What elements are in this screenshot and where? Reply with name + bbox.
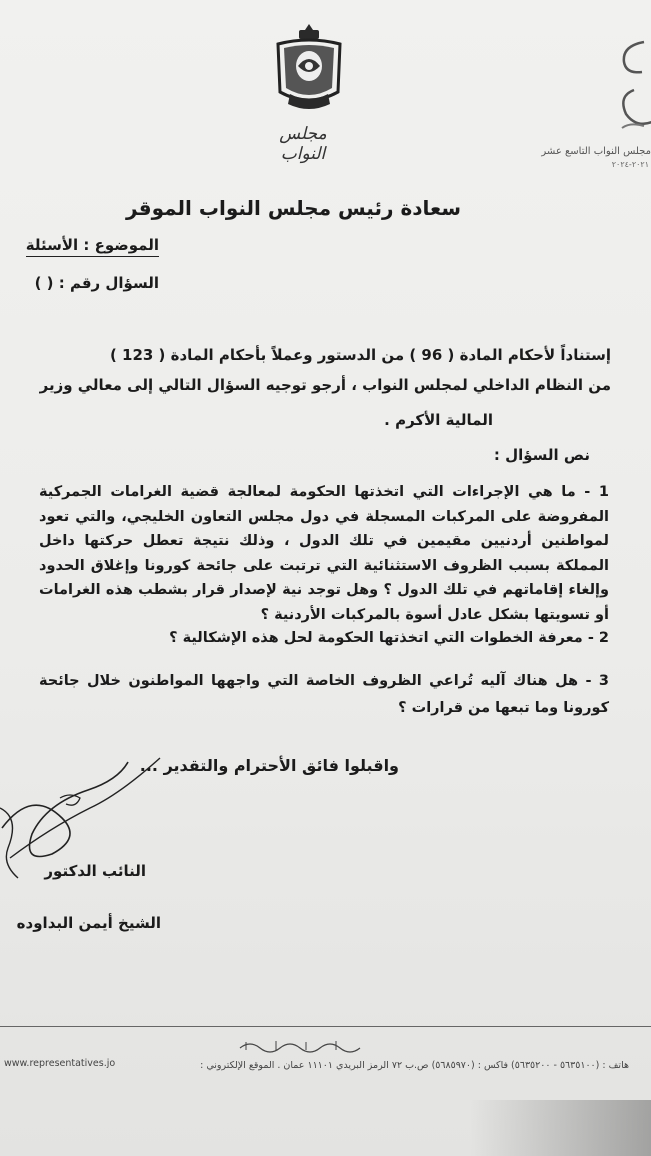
signatory-title: النائب الدكتور xyxy=(44,862,146,880)
footer-motto-calligraphy xyxy=(236,1038,368,1054)
body-line: من النظام الداخلي لمجلس النواب ، أرجو توجيه السؤال التالي إلى معالي وزير xyxy=(39,376,611,394)
footer-contact: هاتف : (٥٦٣٥١٠٠ - ٥٦٣٥٢٠٠) فاكس : (٥٦٨٥٩٧٠) ص.ب ٧٢ الرمز البريدي ١١١٠١ عمان . الموقع الإلكتروني : xyxy=(200,1060,629,1071)
jordan-coat-of-arms-icon xyxy=(270,22,348,114)
question-item-3: 3 - هل هناك آليه تُراعي الظروف الخاصة التي واجهها المواطنون خلال جائحة كورونا وما تبعها من قرارات ؟ xyxy=(39,673,609,716)
letter-title: سعادة رئيس مجلس النواب الموقر xyxy=(126,196,461,220)
side-mark-text: مجلس النواب التاسع عشر xyxy=(541,146,651,157)
footer-website-link[interactable]: www.representatives.jo xyxy=(4,1058,116,1069)
question-item-2: 2 - معرفة الخطوات التي اتخذتها الحكومة لحل هذه الإشكالية ؟ xyxy=(169,630,609,646)
body-line: إستناداً لأحكام المادة ( 96 ) من الدستور وعملاً بأحكام المادة ( 123 ) xyxy=(109,346,611,364)
footer-divider xyxy=(0,1026,651,1027)
council-signature-logo: مجلس النواب xyxy=(279,124,327,164)
body-line: المالية الأكرم . xyxy=(384,411,493,429)
question-heading: نص السؤال : xyxy=(493,446,590,464)
closing-line: واقبلوا فائق الأحترام والتقدير ... xyxy=(139,756,399,775)
question-number: السؤال رقم : ( ) xyxy=(34,274,159,292)
subject-line: الموضوع : الأسئلة xyxy=(26,236,159,257)
page-shadow xyxy=(470,1100,651,1156)
signatory-name: الشيخ أيمن البداوده xyxy=(16,914,161,932)
question-item-1: 1 - ما هي الإجراءات التي اتخذتها الحكومة لمعالجة قضية الغرامات الجمركية المفروضة على المركبات المسجلة في دول مجلس التعاون الخليجي، والتي تعود لمواطنين أردنيين مقيمين في تلك الدول ، وذلك نتيجة تعطل حركتها داخل المملكة بسبب الظروف الاستثنائية التي ترتبت على جائحة كورونا وإغلاق الحدود وإلغاء إقاماتهم في تلك الدول ؟ وهل توجد نية لإصدار قرار بشطب هذه الغرامات أو تسويتها بشكل عادل أسوة بالمركبات الأردنية ؟ xyxy=(39,484,609,623)
side-mark-number: ٢٠٢١-٢٠٢٤ xyxy=(611,160,649,169)
